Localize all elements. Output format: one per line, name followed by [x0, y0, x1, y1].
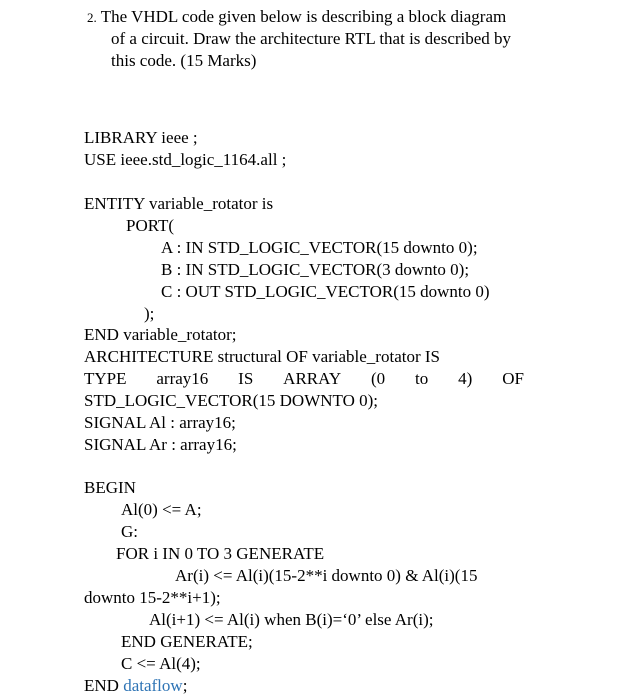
- type-word-7: 4): [458, 369, 473, 388]
- architecture-name-link: dataflow: [123, 676, 183, 695]
- code-line-type-cont: STD_LOGIC_VECTOR(15 DOWNTO 0);: [84, 391, 379, 410]
- code-line-assign-ar-cont: downto 15-2**i+1);: [84, 588, 221, 607]
- code-line-assign-al-next: Al(i+1) <= Al(i) when B(i)=‘0’ else Ar(i);: [149, 610, 434, 629]
- code-line-for-generate: FOR i IN 0 TO 3 GENERATE: [116, 544, 325, 563]
- code-line-port-close: );: [144, 304, 155, 323]
- code-line-assign-c: C <= Al(4);: [121, 654, 201, 673]
- code-line-use: USE ieee.std_logic_1164.all ;: [84, 150, 287, 169]
- code-line-assign-al0: Al(0) <= A;: [121, 500, 202, 519]
- code-line-type: [84, 368, 524, 390]
- code-line-signal-ar: SIGNAL Ar : array16;: [84, 435, 237, 454]
- code-line-port-b: B : IN STD_LOGIC_VECTOR(3 downto 0);: [161, 260, 470, 279]
- code-line-label-g: G:: [121, 522, 138, 541]
- question-number: 2.: [87, 10, 97, 25]
- type-word-4: ARRAY: [283, 369, 342, 388]
- code-line-assign-ar: Ar(i) <= Al(i)(15-2**i downto 0) & Al(i)(15: [175, 566, 478, 585]
- type-word-8: OF: [502, 369, 524, 388]
- code-line-signal-al: SIGNAL Al : array16;: [84, 413, 236, 432]
- type-word-2: array16: [156, 369, 209, 388]
- code-line-architecture: ARCHITECTURE structural OF variable_rotator IS: [84, 347, 440, 366]
- end-semicolon: ;: [182, 676, 188, 695]
- code-line-end-arch: [84, 675, 187, 697]
- question-text-1: The VHDL code given below is describing a block diagram: [100, 7, 507, 26]
- code-line-port-c: C : OUT STD_LOGIC_VECTOR(15 downto 0): [161, 282, 490, 301]
- type-word-1: TYPE: [84, 369, 127, 388]
- type-word-5: (0: [371, 369, 386, 388]
- code-line-end-generate: END GENERATE;: [121, 632, 253, 651]
- question-line-2: of a circuit. Draw the architecture RTL that is described by: [111, 29, 512, 48]
- type-word-3: IS: [238, 369, 254, 388]
- type-word-6: to: [415, 369, 429, 388]
- question-line-1: [87, 6, 506, 28]
- code-line-end-entity: END variable_rotator;: [84, 325, 237, 344]
- code-line-library: LIBRARY ieee ;: [84, 128, 198, 147]
- code-line-port-a: A : IN STD_LOGIC_VECTOR(15 downto 0);: [161, 238, 478, 257]
- end-keyword: END: [84, 676, 124, 695]
- question-line-3: this code. (15 Marks): [111, 51, 257, 70]
- code-line-entity: ENTITY variable_rotator is: [84, 194, 274, 213]
- code-line-port: PORT(: [126, 216, 175, 235]
- code-line-begin: BEGIN: [84, 478, 136, 497]
